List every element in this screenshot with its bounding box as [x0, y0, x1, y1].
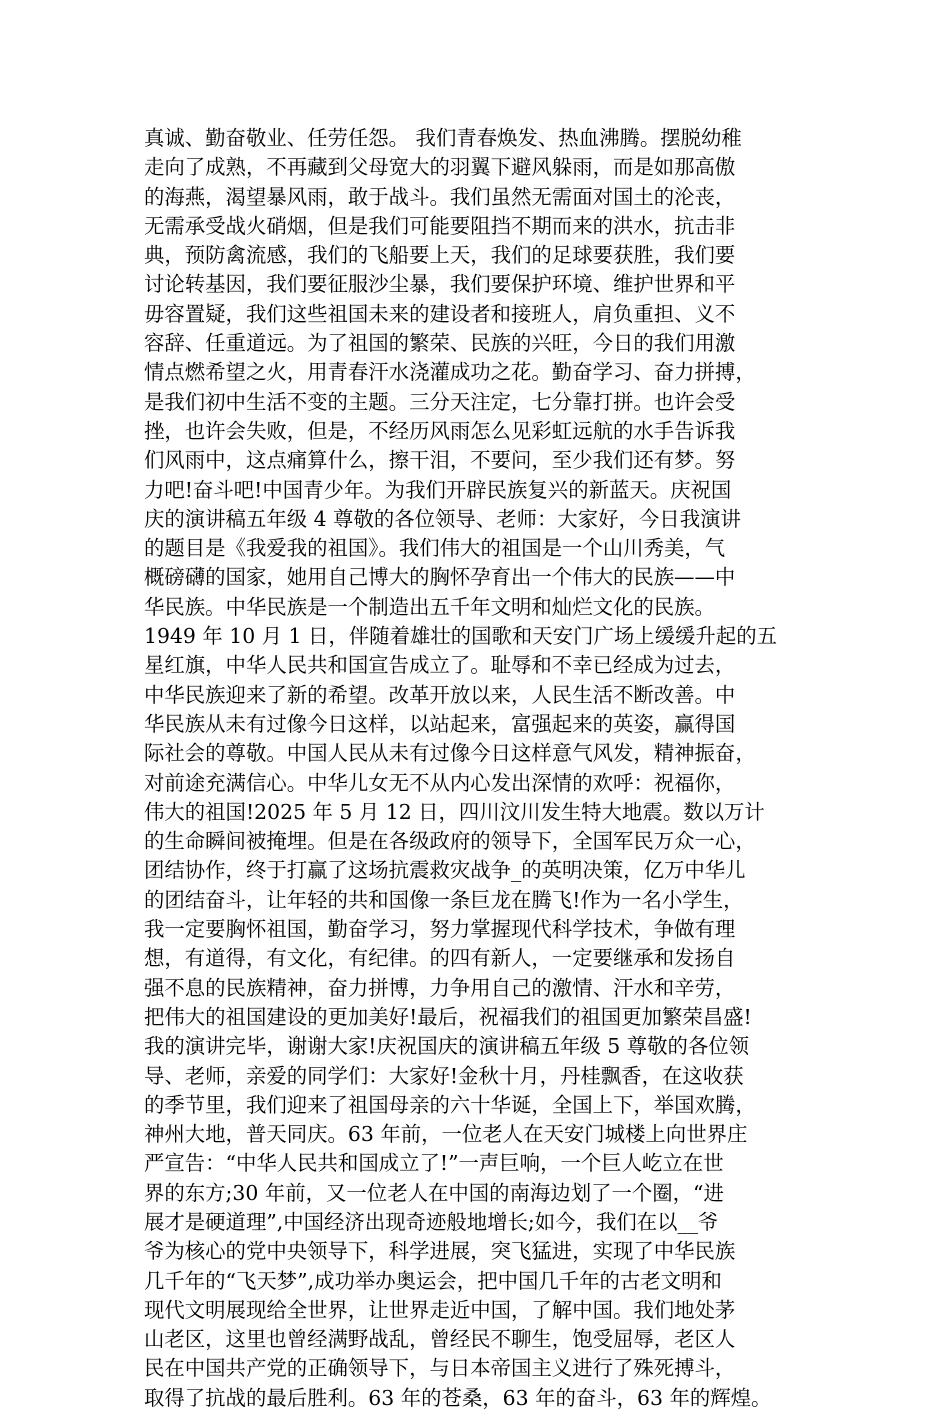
text-line: 神州大地，普天同庆。63 年前，一位老人在天安门城楼上向世界庄 — [144, 1122, 748, 1147]
text-line: 情点燃希望之火，用青春汗水浇灌成功之花。勤奋学习、奋力拼搏， — [144, 360, 756, 385]
text-line: 我的演讲完毕，谢谢大家!庆祝国庆的演讲稿五年级 5 尊敬的各位领 — [144, 1034, 750, 1059]
text-line: 现代文明展现给全世界，让世界走近中国，了解中国。我们地处茅 — [144, 1297, 736, 1322]
text-line: 是我们初中生活不变的主题。三分天注定，七分靠打拼。也许会受 — [144, 389, 736, 414]
text-line: 界的东方;30 年前，又一位老人在中国的南海边划了一个圈，“进 — [144, 1180, 724, 1205]
text-line: 走向了成熟，不再藏到父母宽大的羽翼下避风躲雨，而是如那高傲 — [144, 155, 736, 180]
text-line: 们风雨中，这点痛算什么，擦干泪，不要问，至少我们还有梦。努 — [144, 448, 736, 473]
text-line: 典，预防禽流感，我们的飞船要上天，我们的足球要获胜，我们要 — [144, 243, 736, 268]
text-line: 强不息的民族精神，奋力拼博，力争用自己的激情、汗水和辛劳， — [144, 975, 736, 1000]
text-line: 团结协作，终于打赢了这场抗震救灾战争_的英明决策，亿万中华儿 — [144, 858, 746, 883]
text-line: 的生命瞬间被掩埋。但是在各级政府的领导下，全国军民万众一心， — [144, 829, 756, 854]
text-line: 民在中国共产党的正确领导下，与日本帝国主义进行了殊死搏斗， — [144, 1356, 736, 1381]
text-line: 想，有道得，有文化，有纪律。的四有新人，一定要继承和发扬自 — [144, 946, 736, 971]
text-line: 山老区，这里也曾经满野战乱，曾经民不聊生，饱受屈辱，老区人 — [144, 1327, 736, 1352]
text-line: 庆的演讲稿五年级 4 尊敬的各位领导、老师：大家好，今日我演讲 — [144, 506, 741, 531]
text-line: 严宣告：“中华人民共和国成立了!”一声巨响，一个巨人屹立在世 — [144, 1151, 724, 1176]
text-line: 取得了抗战的最后胜利。63 年的苍桑，63 年的奋斗，63 年的辉煌。 — [144, 1385, 772, 1410]
text-line: 展才是硬道理”,中国经济出现奇迹般地增长;如今，我们在以__爷 — [144, 1209, 719, 1234]
text-line: 毋容置疑，我们这些祖国未来的建设者和接班人，肩负重担、义不 — [144, 301, 736, 326]
text-line: 星红旗，中华人民共和国宣告成立了。耻辱和不幸已经成为过去， — [144, 653, 736, 678]
text-line: 我一定要胸怀祖国，勤奋学习，努力掌握现代科学技术，争做有理 — [144, 917, 736, 942]
text-line: 把伟大的祖国建设的更加美好!最后，祝福我们的祖国更加繁荣昌盛! — [144, 1004, 752, 1029]
text-line: 对前途充满信心。中华儿女无不从内心发出深情的欢呼：祝福你， — [144, 770, 736, 795]
text-line: 无需承受战火硝烟，但是我们可能要阻挡不期而来的洪水，抗击非 — [144, 213, 736, 238]
text-line: 的季节里，我们迎来了祖国母亲的六十华诞，全国上下，举国欢腾， — [144, 1092, 756, 1117]
text-line: 的团结奋斗，让年轻的共和国像一条巨龙在腾飞!作为一名小学生， — [144, 887, 744, 912]
text-line: 的海燕，渴望暴风雨，敢于战斗。我们虽然无需面对国土的沦丧， — [144, 184, 736, 209]
text-line: 挫，也许会失败，但是，不经历风雨怎么见彩虹远航的水手告诉我 — [144, 418, 736, 443]
text-line: 爷为核心的党中央领导下，科学进展，突飞猛进，实现了中华民族 — [144, 1239, 736, 1264]
text-line: 中华民族迎来了新的希望。改革开放以来，人民生活不断改善。中 — [144, 682, 736, 707]
body-text — [144, 124, 814, 1413]
text-line: 伟大的祖国!2025 年 5 月 12 日，四川汶川发生特大地震。数以万计 — [144, 799, 765, 824]
text-line: 概磅礴的国家，她用自己博大的胸怀孕育出一个伟大的民族——中 — [144, 565, 736, 590]
text-line: 真诚、勤奋敬业、任劳任怨。 我们青春焕发、热血沸腾。摆脱幼稚 — [144, 126, 742, 150]
text-line: 1949 年 10 月 1 日，伴随着雄壮的国歌和天安门广场上缓缓升起的五 — [144, 624, 777, 649]
text-line: 讨论转基因，我们要征服沙尘暴，我们要保护环境、维护世界和平 — [144, 272, 736, 297]
text-line: 际社会的尊敬。中国人民从未有过像今日这样意气风发，精神振奋， — [144, 741, 756, 766]
text-line: 华民族从未有过像今日这样，以站起来，富强起来的英姿，赢得国 — [144, 711, 736, 736]
text-line: 容辞、任重道远。为了祖国的繁荣、民族的兴旺，今日的我们用激 — [144, 331, 736, 356]
text-line: 几千年的“飞天梦”,成功举办奥运会，把中国几千年的古老文明和 — [144, 1268, 722, 1293]
text-line: 华民族。中华民族是一个制造出五千年文明和灿烂文化的民族。 — [144, 594, 715, 619]
text-line: 导、老师，亲爱的同学们：大家好!金秋十月，丹桂飘香，在这收获 — [144, 1063, 744, 1088]
text-line: 力吧!奋斗吧!中国青少年。为我们开辟民族复兴的新蓝天。庆祝国 — [144, 477, 732, 502]
text-line: 的题目是《我爱我的祖国》。我们伟大的祖国是一个山川秀美，气 — [144, 536, 726, 561]
